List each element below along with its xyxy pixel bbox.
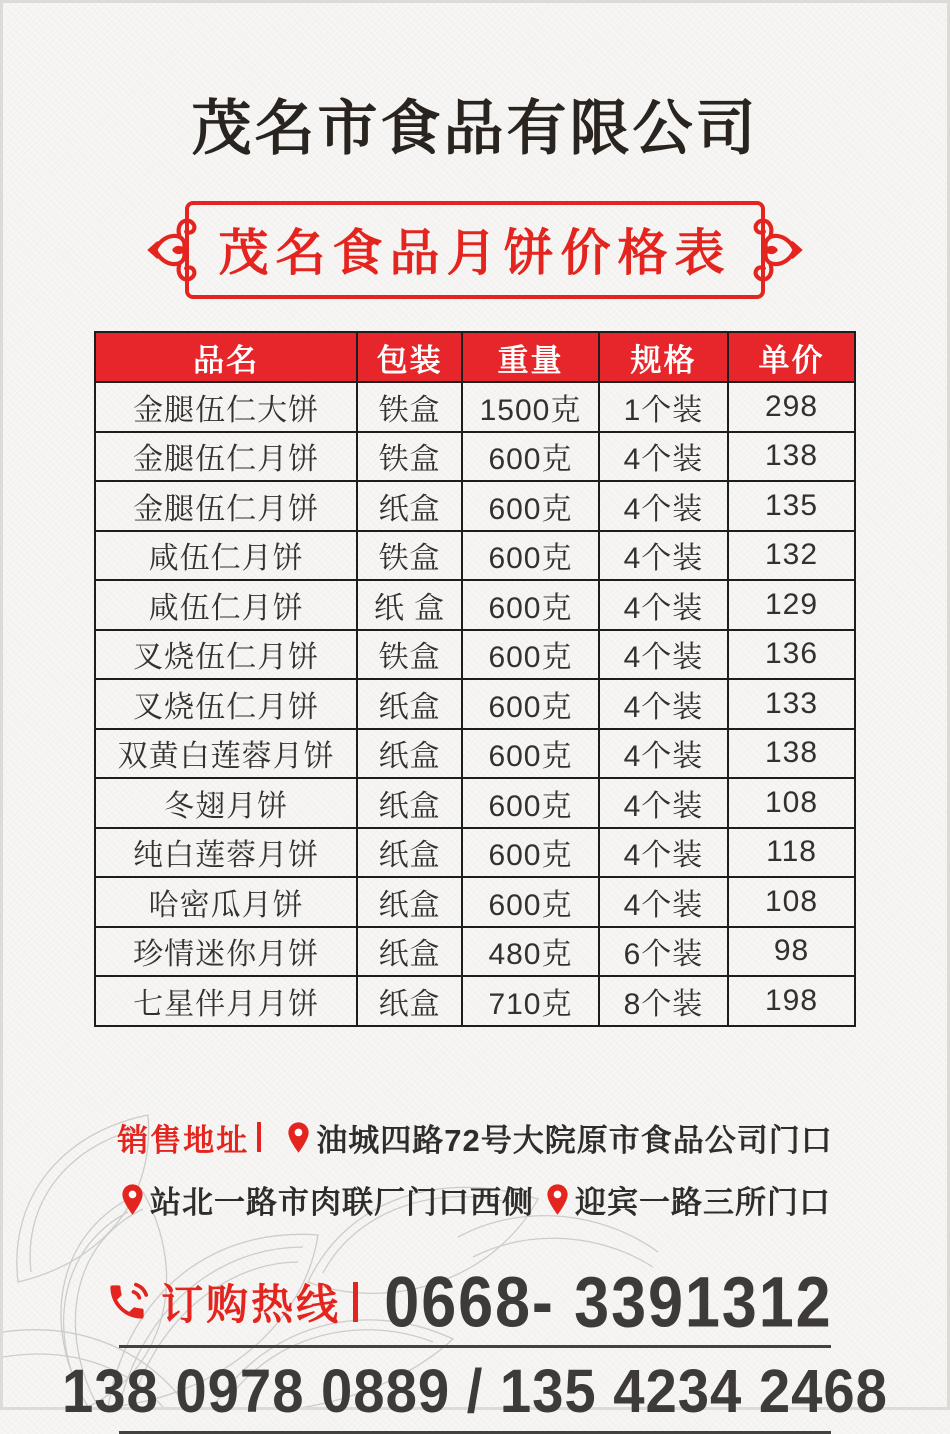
hotline-row — [3, 1264, 947, 1341]
cell-packaging: 纸盒 — [357, 778, 462, 828]
address-text: 站北一路市肉联厂门口西侧 — [150, 1184, 534, 1220]
cell-spec: 8个装 — [599, 976, 728, 1026]
cell-packaging: 纸盒 — [357, 976, 462, 1026]
cell-packaging: 纸盒 — [357, 481, 462, 531]
cell-packaging: 纸 盒 — [357, 580, 462, 630]
location-pin-icon — [119, 1183, 146, 1216]
cell-product-name: 珍情迷你月饼 — [95, 927, 357, 977]
cell-spec: 4个装 — [599, 432, 728, 482]
divider-line — [119, 1345, 831, 1348]
column-header-weight: 重量 — [462, 332, 599, 382]
cell-product-name: 哈密瓜月饼 — [95, 877, 357, 927]
table-row — [95, 580, 855, 630]
cell-unit-price: 108 — [728, 778, 855, 828]
cell-spec: 4个装 — [599, 481, 728, 531]
table-row — [95, 778, 855, 828]
cell-spec: 4个装 — [599, 778, 728, 828]
table-row — [95, 679, 855, 729]
cell-weight: 600克 — [462, 679, 599, 729]
cell-unit-price: 135 — [728, 481, 855, 531]
cell-product-name: 金腿伍仁月饼 — [95, 432, 357, 482]
cell-weight: 600克 — [462, 580, 599, 630]
cell-spec: 4个装 — [599, 580, 728, 630]
cell-weight: 600克 — [462, 481, 599, 531]
cell-product-name: 七星伴月月饼 — [95, 976, 357, 1026]
cell-weight: 600克 — [462, 877, 599, 927]
cell-packaging: 纸盒 — [357, 877, 462, 927]
divider-line — [119, 1431, 831, 1434]
cell-weight: 600克 — [462, 630, 599, 680]
cell-spec: 4个装 — [599, 828, 728, 878]
cell-unit-price: 118 — [728, 828, 855, 878]
cell-weight: 600克 — [462, 729, 599, 779]
cell-spec: 4个装 — [599, 630, 728, 680]
address-text: 油城四路72号大院原市食品公司门口 — [316, 1122, 833, 1158]
scroll-ornament-icon — [753, 213, 803, 287]
address-line-1 — [3, 1115, 947, 1160]
cell-product-name: 纯白莲蓉月饼 — [95, 828, 357, 878]
cell-product-name: 咸伍仁月饼 — [95, 531, 357, 581]
location-pin-icon — [544, 1183, 571, 1216]
price-table-body — [95, 382, 855, 1026]
cell-unit-price: 198 — [728, 976, 855, 1026]
cell-unit-price: 136 — [728, 630, 855, 680]
table-row — [95, 481, 855, 531]
column-header-unit-price: 单价 — [728, 332, 855, 382]
cell-packaging: 铁盒 — [357, 531, 462, 581]
cell-weight: 600克 — [462, 432, 599, 482]
banner — [185, 201, 765, 299]
scroll-ornament-icon — [147, 213, 197, 287]
address-text: 迎宾一路三所门口 — [575, 1184, 831, 1220]
table-row — [95, 828, 855, 878]
cell-weight: 600克 — [462, 828, 599, 878]
table-row — [95, 432, 855, 482]
price-table — [94, 331, 856, 1027]
cell-unit-price: 138 — [728, 729, 855, 779]
cell-product-name: 咸伍仁月饼 — [95, 580, 357, 630]
cell-unit-price: 108 — [728, 877, 855, 927]
banner-title: 茂名食品月饼价格表 — [185, 201, 765, 299]
cell-packaging: 纸盒 — [357, 679, 462, 729]
cell-unit-price: 298 — [728, 382, 855, 432]
cell-spec: 4个装 — [599, 729, 728, 779]
cell-product-name: 叉烧伍仁月饼 — [95, 630, 357, 680]
cell-product-name: 双黄白莲蓉月饼 — [95, 729, 357, 779]
vertical-divider — [257, 1122, 261, 1152]
cell-packaging: 纸盒 — [357, 828, 462, 878]
cell-weight: 600克 — [462, 778, 599, 828]
cell-unit-price: 129 — [728, 580, 855, 630]
cell-packaging: 纸盒 — [357, 927, 462, 977]
cell-weight: 710克 — [462, 976, 599, 1026]
company-title: 茂名市食品有限公司 — [191, 96, 759, 162]
cell-unit-price: 98 — [728, 927, 855, 977]
hotline-label-text: 订购热线 — [161, 1281, 342, 1328]
cell-spec: 1个装 — [599, 382, 728, 432]
column-header-packaging: 包装 — [357, 332, 462, 382]
table-row — [95, 382, 855, 432]
cell-weight: 1500克 — [462, 382, 599, 432]
cell-product-name: 叉烧伍仁月饼 — [95, 679, 357, 729]
cell-spec: 4个装 — [599, 531, 728, 581]
address-label: 销售地址 — [117, 1122, 250, 1158]
cell-packaging: 纸盒 — [357, 729, 462, 779]
cell-product-name: 冬翅月饼 — [95, 778, 357, 828]
cell-packaging: 铁盒 — [357, 630, 462, 680]
cell-product-name: 金腿伍仁大饼 — [95, 382, 357, 432]
cell-weight: 480克 — [462, 927, 599, 977]
cell-unit-price: 132 — [728, 531, 855, 581]
cell-unit-price: 138 — [728, 432, 855, 482]
cell-unit-price: 133 — [728, 679, 855, 729]
cell-spec: 4个装 — [599, 679, 728, 729]
table-row — [95, 976, 855, 1026]
vertical-divider — [353, 1282, 358, 1322]
phone-icon — [103, 1278, 151, 1326]
column-header-product-name: 品名 — [95, 332, 357, 382]
table-row — [95, 729, 855, 779]
cell-packaging: 铁盒 — [357, 382, 462, 432]
hotline-phone-main: 0668- 3391312 — [384, 1262, 833, 1342]
cell-spec: 6个装 — [599, 927, 728, 977]
table-row — [95, 927, 855, 977]
cell-spec: 4个装 — [599, 877, 728, 927]
table-row — [95, 531, 855, 581]
address-block — [3, 1115, 947, 1222]
table-header-row — [95, 332, 855, 382]
table-row — [95, 877, 855, 927]
hotline-phone-secondary: 138 0978 0889 / 135 4234 2468 — [62, 1356, 888, 1426]
cell-weight: 600克 — [462, 531, 599, 581]
table-row — [95, 630, 855, 680]
cell-packaging: 铁盒 — [357, 432, 462, 482]
cell-product-name: 金腿伍仁月饼 — [95, 481, 357, 531]
location-pin-icon — [285, 1121, 312, 1154]
column-header-spec: 规格 — [599, 332, 728, 382]
hotline-label — [161, 1272, 360, 1332]
address-line-2 — [3, 1177, 947, 1222]
